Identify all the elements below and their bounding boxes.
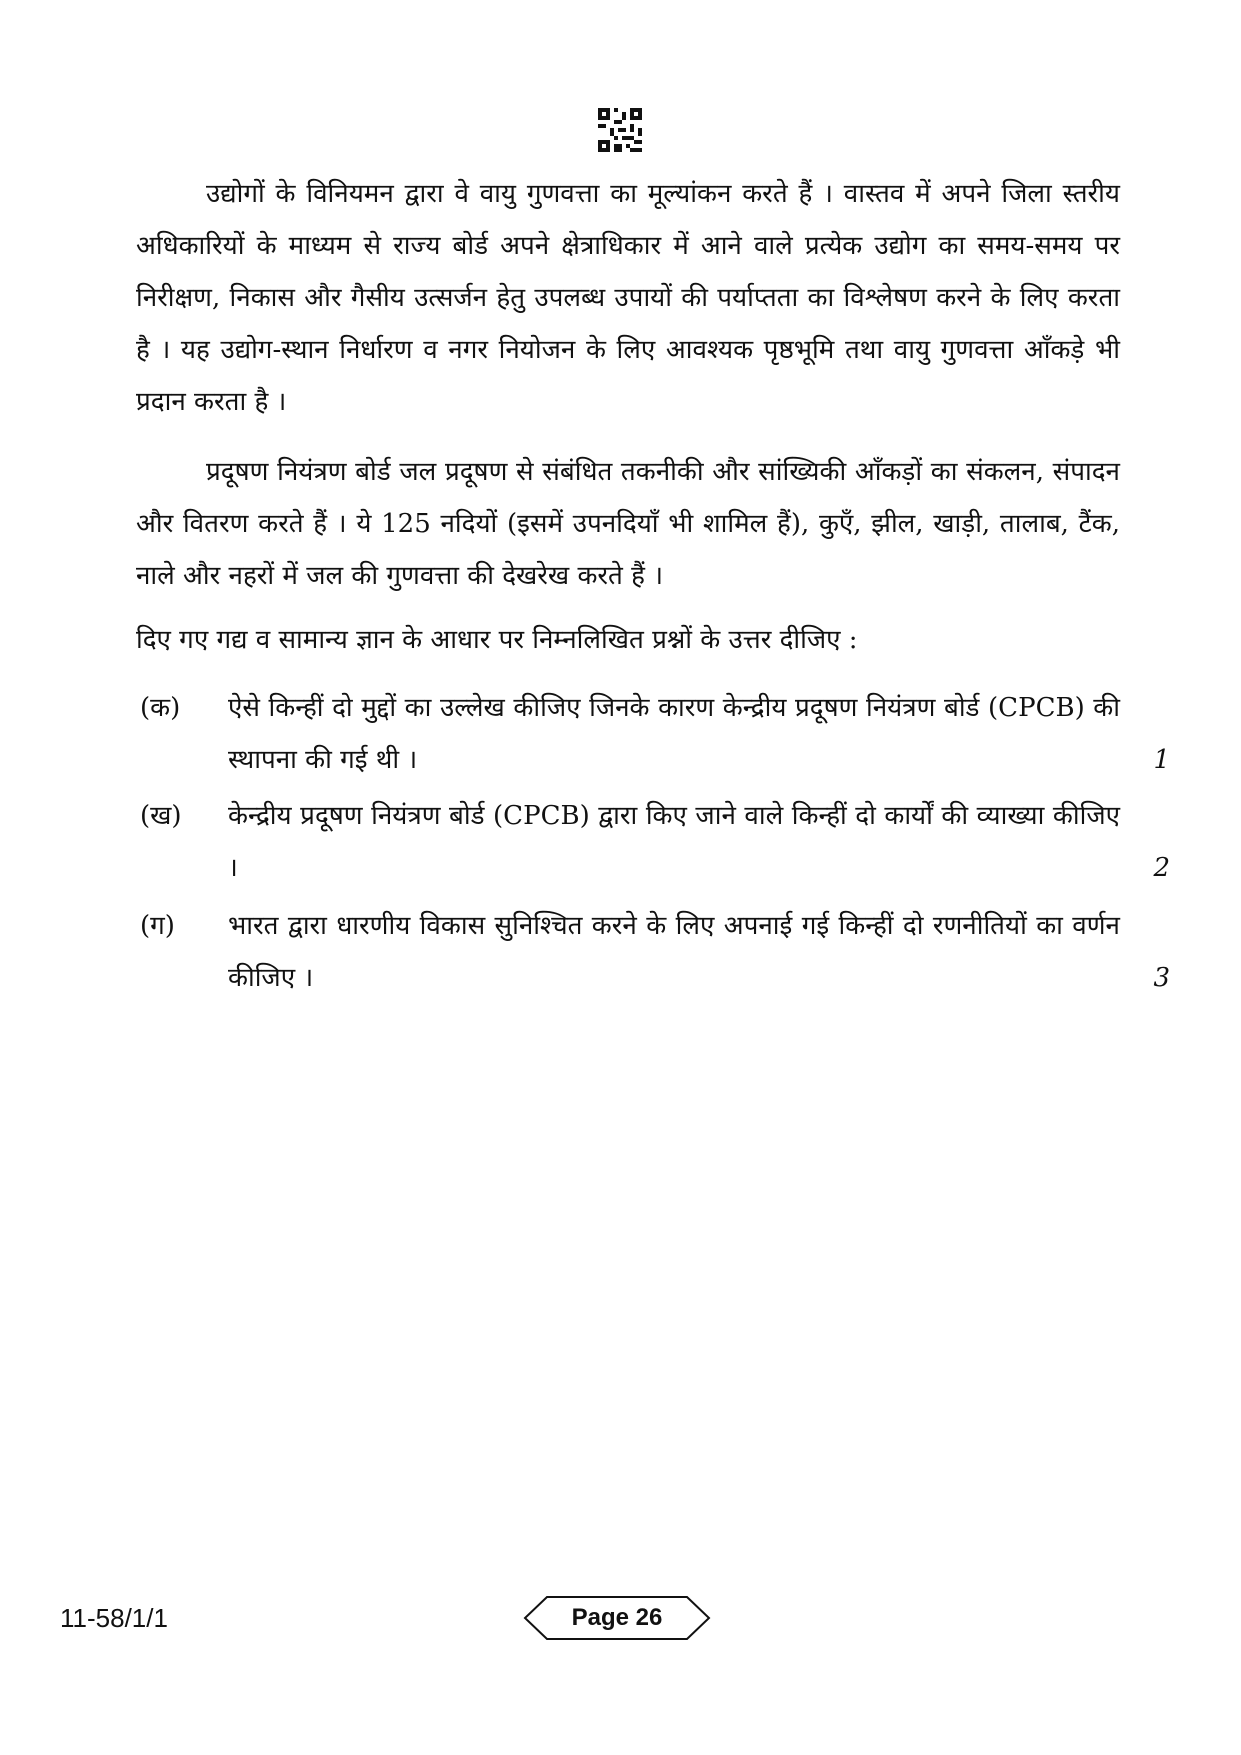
question-marks: 3 [1153,963,1170,993]
page-number: Page 26 [571,1604,663,1631]
question-text: केन्द्रीय प्रदूषण नियंत्रण बोर्ड (CPCB) द्वारा किए जाने वाले किन्हीं दो कार्यों की व्याख्या कीजिए । [228,801,1120,883]
question-label: (ग) [140,911,175,941]
paper-code: 11-58/1/1 [60,1603,168,1633]
question-marks: 2 [1153,853,1170,883]
question-label: (क) [140,693,181,723]
passage-paragraph-1: उद्योगों के विनियमन द्वारा वे वायु गुणवत्ता का मूल्यांकन करते हैं । वास्तव में अपने जिला स्तरीय अधिकारियों के माध्यम से राज्य बोर्ड अपने क्षेत्राधिकार में आने वाले प्रत्येक उद्योग का समय-समय पर निरीक्षण, निकास और गैसीय उत्सर्जन हेतु उपलब्ध उपायों की पर्याप्तता का विश्लेषण करने के लिए करता है । यह उद्योग-स्थान निर्धारण व नगर नियोजन के लिए आवश्यक पृष्ठभूमि तथा वायु गुणवत्ता आँकड़े भी प्रदान करता है । [136,179,1120,417]
question-instruction: दिए गए गद्य व सामान्य ज्ञान के आधार पर निम्नलिखित प्रश्नों के उत्तर दीजिए : [136,625,858,655]
passage-paragraph-2: प्रदूषण नियंत्रण बोर्ड जल प्रदूषण से संबंधित तकनीकी और सांख्यिकी आँकड़ों का संकलन, संपादन और वितरण करते हैं । ये 125 नदियों (इसमें उपनदियाँ भी शामिल हैं), कुएँ, झील, खाड़ी, तालाब, टैंक, नाले और नहरों में जल की गुणवत्ता की देखरेख करते हैं । [136,457,1120,591]
qr-code-icon [598,108,642,152]
question-text: ऐसे किन्हीं दो मुद्दों का उल्लेख कीजिए जिनके कारण केन्द्रीय प्रदूषण नियंत्रण बोर्ड (CPCB) की स्थापना की गई थी । [228,693,1120,775]
question-marks: 1 [1153,745,1170,775]
page-number-badge [523,1595,711,1641]
question-text: भारत द्वारा धारणीय विकास सुनिश्चित करने के लिए अपनाई गई किन्हीं दो रणनीतियों का वर्णन कीजिए । [228,911,1120,993]
question-label: (ख) [140,801,182,831]
